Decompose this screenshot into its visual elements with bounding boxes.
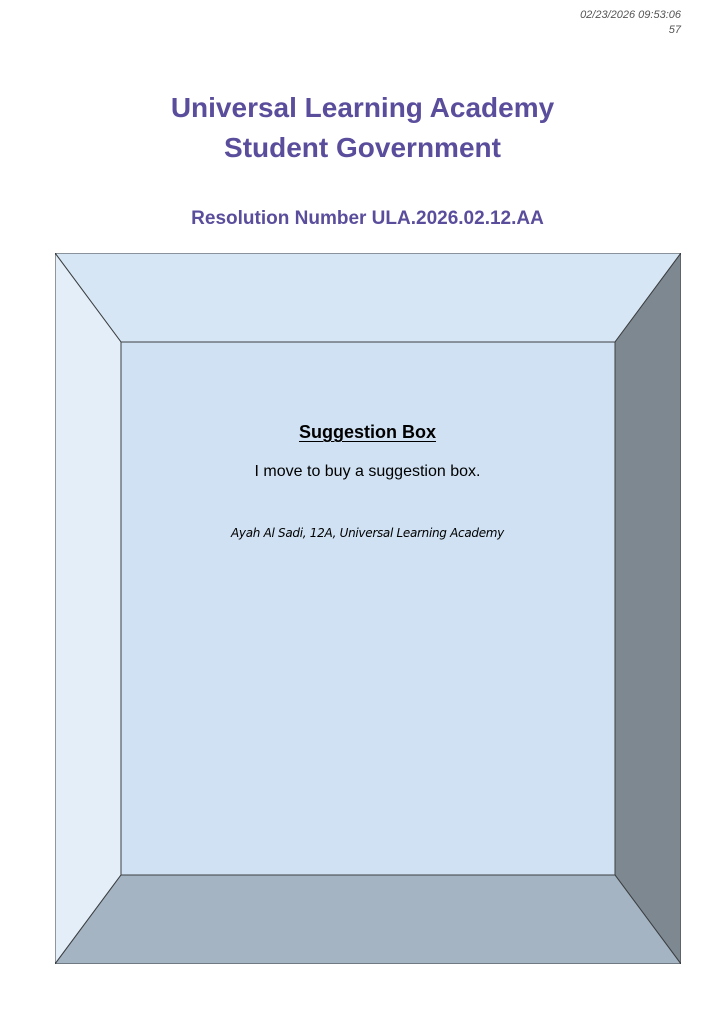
resolution-number: Resolution Number ULA.2026.02.12.AA: [191, 208, 544, 229]
print-datetime: 02/23/2026 09:53:06: [580, 9, 681, 21]
bevel-right: [615, 253, 681, 964]
bevel-bottom: [55, 875, 681, 964]
bevel-top: [55, 253, 681, 342]
signature-line: Ayah Al Sadi, 12A, Universal Learning Academy: [230, 526, 504, 540]
motion-text: I move to buy a suggestion box.: [254, 463, 481, 480]
page-number: 57: [668, 24, 681, 36]
section-heading: Suggestion Box: [298, 422, 436, 442]
print-stamp: [580, 8, 681, 38]
document-title: [0, 88, 725, 168]
title-line-body: Student Government: [224, 132, 501, 163]
panel-content: [121, 342, 614, 541]
bevel-left: [55, 253, 121, 964]
title-line-organization: Universal Learning Academy: [170, 92, 555, 123]
